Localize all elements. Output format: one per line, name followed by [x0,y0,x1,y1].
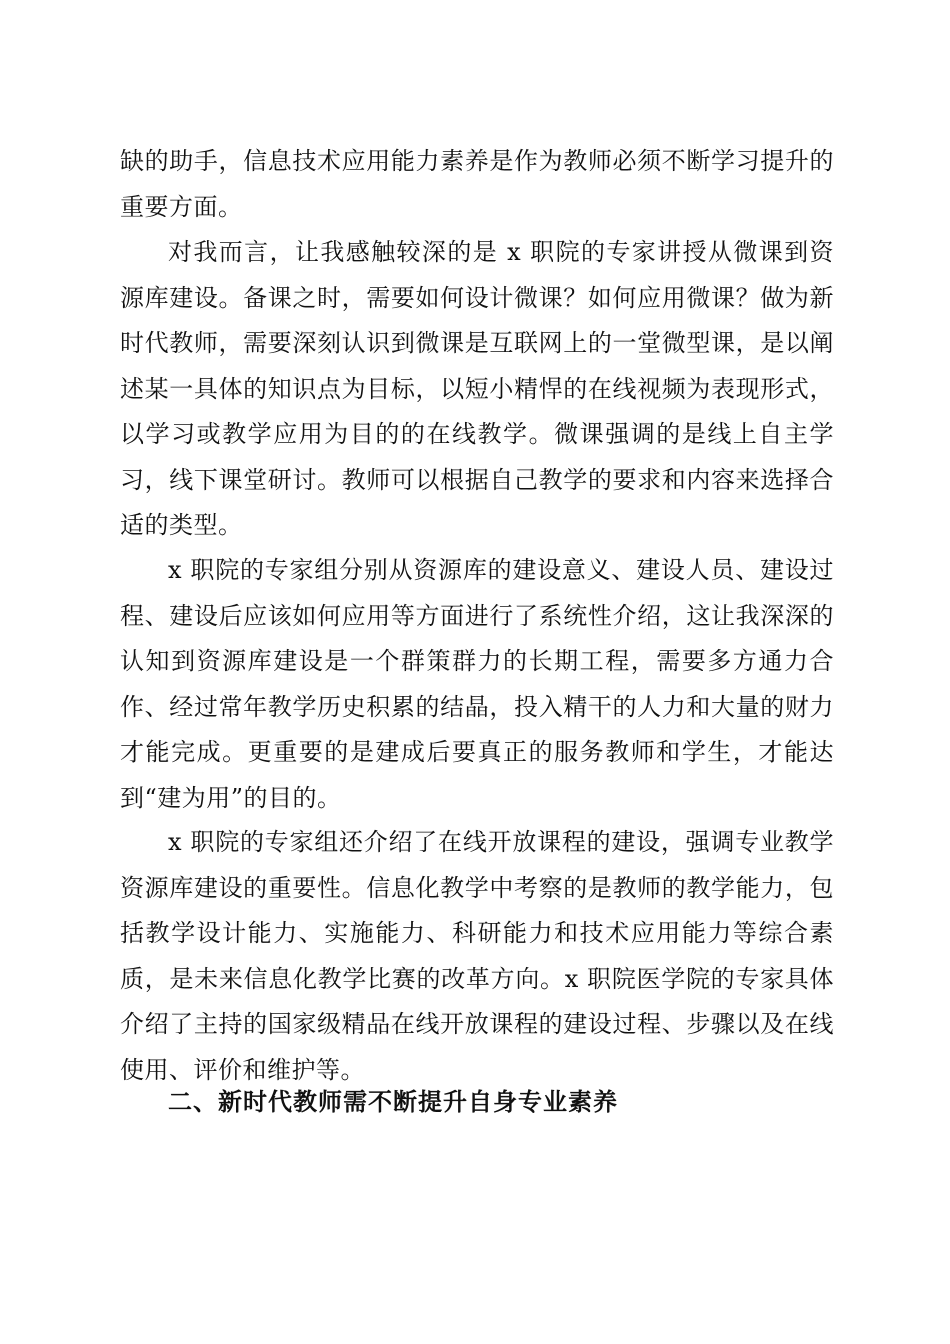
paragraph-4: x 职院的专家组还介绍了在线开放课程的建设，强调专业教学资源库建设的重要性。信息化教学中考察的是教师的教学能力，包括教学设计能力、实施能力、科研能力和技术应用能力等综合素质，是未来信息化教学比赛的改革方向。x 职院医学院的专家具体介绍了主持的国家级精品在线开放课程的建设过程、步骤以及在线使用、评价和维护等。 [120,828,834,1084]
paragraph-3: x 职院的专家组分别从资源库的建设意义、建设人员、建设过程、建设后应该如何应用等方面进行了系统性介绍，这让我深深的认知到资源库建设是一个群策群力的长期工程，需要多方通力合作、经过常年教学历史积累的结晶，投入精干的人力和大量的财力才能完成。更重要的是建成后要真正的服务教师和学生，才能达到“建为用”的目的。 [120,556,834,812]
section-heading: 二、新时代教师需不断提升自身专业素养 [168,1088,618,1116]
paragraph-2: 对我而言，让我感触较深的是 x 职院的专家讲授从微课到资源库建设。备课之时，需要如何设计微课？如何应用微课？做为新时代教师，需要深刻认识到微课是互联网上的一堂微型课，是以阐述某一具体的知识点为目标，以短小精悍的在线视频为表现形式，以学习或教学应用为目的的在线教学。微课强调的是线上自主学习，线下课堂研讨。教师可以根据自己教学的要求和内容来选择合适的类型。 [120,238,834,539]
paragraph-1: 缺的助手，信息技术应用能力素养是作为教师必须不断学习提升的重要方面。 [120,147,834,221]
